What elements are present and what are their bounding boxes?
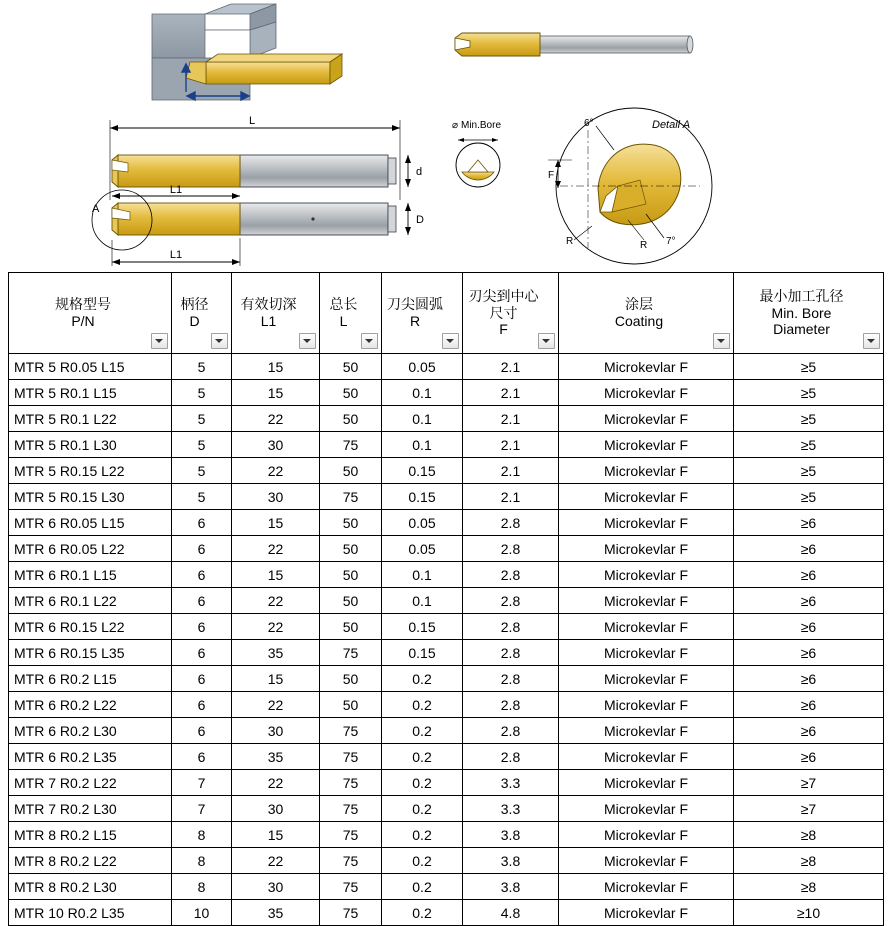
cell-part-number: MTR 5 R0.1 L30 xyxy=(9,432,172,458)
header-line-en2: Diameter xyxy=(773,321,830,338)
cell-value: 0.1 xyxy=(382,562,463,588)
header-line-cn: 规格型号 xyxy=(55,296,111,313)
cell-value: ≥5 xyxy=(734,484,884,510)
cell-value: Microkevlar F xyxy=(559,848,734,874)
cell-part-number: MTR 8 R0.2 L22 xyxy=(9,848,172,874)
cell-value: 50 xyxy=(320,614,382,640)
cell-value: 22 xyxy=(232,588,320,614)
cell-value: 50 xyxy=(320,692,382,718)
cell-value: 15 xyxy=(232,510,320,536)
cell-value: 2.8 xyxy=(463,718,559,744)
cell-value: Microkevlar F xyxy=(559,536,734,562)
cell-part-number: MTR 6 R0.2 L30 xyxy=(9,718,172,744)
cell-value: 2.8 xyxy=(463,744,559,770)
cell-value: 0.2 xyxy=(382,744,463,770)
cell-value: 2.1 xyxy=(463,432,559,458)
column-header-coating[interactable] xyxy=(559,273,734,354)
header-line-en: R xyxy=(409,313,421,329)
cell-value: ≥10 xyxy=(734,900,884,926)
cell-value: Microkevlar F xyxy=(559,666,734,692)
cell-part-number: MTR 6 R0.05 L15 xyxy=(9,510,172,536)
cell-value: 2.8 xyxy=(463,614,559,640)
cell-value: 0.2 xyxy=(382,822,463,848)
cell-value: 6 xyxy=(172,614,232,640)
cell-value: 0.15 xyxy=(382,458,463,484)
cell-value: 6 xyxy=(172,588,232,614)
cell-value: ≥6 xyxy=(734,718,884,744)
table-row xyxy=(9,562,884,588)
table-row xyxy=(9,458,884,484)
header-line-cn: 涂层 xyxy=(625,296,653,313)
filter-dropdown-icon-tip-to-center[interactable] xyxy=(538,333,555,349)
cell-value: 2.1 xyxy=(463,406,559,432)
filter-dropdown-icon-corner-radius[interactable] xyxy=(442,333,459,349)
cell-value: 0.2 xyxy=(382,718,463,744)
cell-value: Microkevlar F xyxy=(559,744,734,770)
cell-value: ≥6 xyxy=(734,588,884,614)
header-line-cn2: 尺寸 xyxy=(489,304,518,321)
cell-value: Microkevlar F xyxy=(559,458,734,484)
cell-part-number: MTR 5 R0.1 L22 xyxy=(9,406,172,432)
table-row xyxy=(9,536,884,562)
header-line-cn: 刃尖到中心 xyxy=(468,288,539,305)
cell-value: 6 xyxy=(172,718,232,744)
cell-value: 6 xyxy=(172,744,232,770)
cell-value: ≥6 xyxy=(734,510,884,536)
cell-value: 22 xyxy=(232,692,320,718)
cell-value: 6 xyxy=(172,666,232,692)
cell-value: 22 xyxy=(232,458,320,484)
cell-value: Microkevlar F xyxy=(559,718,734,744)
cell-part-number: MTR 7 R0.2 L22 xyxy=(9,770,172,796)
cell-value: 35 xyxy=(232,640,320,666)
cell-value: 3.8 xyxy=(463,822,559,848)
detail-a-label: Detail A xyxy=(652,119,691,131)
cell-value: 5 xyxy=(172,484,232,510)
cell-value: 2.8 xyxy=(463,536,559,562)
table-row xyxy=(9,510,884,536)
cell-value: 50 xyxy=(320,354,382,380)
table-body xyxy=(9,354,884,926)
cell-value: 8 xyxy=(172,874,232,900)
dim-label-F: F xyxy=(548,170,555,181)
cell-value: 30 xyxy=(232,874,320,900)
cell-part-number: MTR 5 R0.15 L22 xyxy=(9,458,172,484)
cell-value: 3.3 xyxy=(463,770,559,796)
cell-part-number: MTR 6 R0.05 L22 xyxy=(9,536,172,562)
header-line-en: L1 xyxy=(260,313,277,329)
cell-part-number: MTR 6 R0.2 L22 xyxy=(9,692,172,718)
table-row xyxy=(9,614,884,640)
table-row xyxy=(9,484,884,510)
cell-value: 7 xyxy=(172,770,232,796)
cell-value: 50 xyxy=(320,666,382,692)
cell-part-number: MTR 5 R0.05 L15 xyxy=(9,354,172,380)
cell-value: Microkevlar F xyxy=(559,874,734,900)
header-line-en: Min. Bore xyxy=(771,304,832,321)
cell-value: 22 xyxy=(232,536,320,562)
dim-label-L: L xyxy=(248,115,256,127)
cell-value: 7 xyxy=(172,796,232,822)
cell-value: ≥6 xyxy=(734,614,884,640)
cell-value: Microkevlar F xyxy=(559,380,734,406)
table-row xyxy=(9,406,884,432)
column-header-min-bore-diameter[interactable] xyxy=(734,273,884,354)
cell-value: 4.8 xyxy=(463,900,559,926)
min-bore-symbol: ⌀ xyxy=(452,120,459,131)
cell-value: 6 xyxy=(172,536,232,562)
header-line-en: F xyxy=(499,321,508,338)
cell-value: 30 xyxy=(232,484,320,510)
tool-side-view-upper xyxy=(110,115,422,200)
cell-value: 15 xyxy=(232,562,320,588)
cell-value: 30 xyxy=(232,432,320,458)
cell-value: 5 xyxy=(172,432,232,458)
cell-value: 2.8 xyxy=(463,562,559,588)
cell-value: 50 xyxy=(320,588,382,614)
cell-value: 75 xyxy=(320,484,382,510)
cell-value: 2.8 xyxy=(463,666,559,692)
cell-value: 15 xyxy=(232,822,320,848)
cell-value: 50 xyxy=(320,458,382,484)
cell-value: 5 xyxy=(172,380,232,406)
cell-value: ≥7 xyxy=(734,796,884,822)
detail-marker-a: A xyxy=(92,203,100,215)
table-row xyxy=(9,822,884,848)
table-row xyxy=(9,770,884,796)
table-row xyxy=(9,796,884,822)
cell-part-number: MTR 6 R0.2 L15 xyxy=(9,666,172,692)
filter-dropdown-icon-coating[interactable] xyxy=(713,333,730,349)
table-row xyxy=(9,354,884,380)
table-row xyxy=(9,640,884,666)
cell-value: ≥8 xyxy=(734,822,884,848)
cell-value: Microkevlar F xyxy=(559,354,734,380)
table-row xyxy=(9,744,884,770)
angle-label-6: 6° xyxy=(584,118,594,129)
cell-value: 15 xyxy=(232,380,320,406)
column-header-cutting-depth[interactable] xyxy=(232,273,320,354)
column-header-tip-to-center[interactable] xyxy=(463,273,559,354)
cell-value: Microkevlar F xyxy=(559,614,734,640)
cell-value: 75 xyxy=(320,900,382,926)
cell-value: 3.3 xyxy=(463,796,559,822)
cell-value: 22 xyxy=(232,406,320,432)
diagram-svg xyxy=(0,0,891,272)
cell-value: 50 xyxy=(320,536,382,562)
cell-value: ≥5 xyxy=(734,354,884,380)
cell-part-number: MTR 6 R0.15 L22 xyxy=(9,614,172,640)
table-row xyxy=(9,588,884,614)
cell-value: 0.2 xyxy=(382,874,463,900)
cell-part-number: MTR 10 R0.2 L35 xyxy=(9,900,172,926)
cell-part-number: MTR 6 R0.15 L35 xyxy=(9,640,172,666)
header-line-en: D xyxy=(189,313,200,329)
cell-value: 0.2 xyxy=(382,796,463,822)
dim-label-R-left: R xyxy=(566,236,574,247)
cell-value: 10 xyxy=(172,900,232,926)
cell-value: ≥5 xyxy=(734,458,884,484)
cell-value: 0.05 xyxy=(382,510,463,536)
tool-3d-view xyxy=(455,28,693,60)
cell-value: 5 xyxy=(172,406,232,432)
cell-value: ≥6 xyxy=(734,536,884,562)
cell-value: 2.8 xyxy=(463,640,559,666)
cell-value: 75 xyxy=(320,640,382,666)
table-row xyxy=(9,900,884,926)
table-row xyxy=(9,432,884,458)
table-row xyxy=(9,666,884,692)
cell-value: 50 xyxy=(320,562,382,588)
column-header-total-length[interactable] xyxy=(320,273,382,354)
cell-value: 75 xyxy=(320,848,382,874)
dim-label-L1-upper: L1 xyxy=(169,184,183,196)
dim-label-L1-lower: L1 xyxy=(169,249,183,261)
cell-value: 22 xyxy=(232,770,320,796)
cell-value: Microkevlar F xyxy=(559,900,734,926)
cell-value: ≥6 xyxy=(734,692,884,718)
cell-value: 75 xyxy=(320,770,382,796)
filter-dropdown-icon-pn[interactable] xyxy=(151,333,168,349)
column-header-shank-diameter[interactable] xyxy=(172,273,232,354)
cell-value: 35 xyxy=(232,744,320,770)
tool-side-view-lower xyxy=(92,184,424,266)
cell-value: Microkevlar F xyxy=(559,406,734,432)
cell-part-number: MTR 8 R0.2 L15 xyxy=(9,822,172,848)
cell-value: ≥6 xyxy=(734,744,884,770)
cell-part-number: MTR 5 R0.1 L15 xyxy=(9,380,172,406)
cell-value: 0.1 xyxy=(382,380,463,406)
specification-table-container xyxy=(8,272,883,926)
header-line-en: Coating xyxy=(614,313,664,329)
cell-value: ≥8 xyxy=(734,874,884,900)
header-line-cn: 最小加工孔径 xyxy=(759,288,844,305)
cell-value: Microkevlar F xyxy=(559,770,734,796)
cell-value: 5 xyxy=(172,354,232,380)
cell-value: ≥6 xyxy=(734,640,884,666)
cell-value: 75 xyxy=(320,796,382,822)
dim-label-D: D xyxy=(416,214,424,226)
cell-value: Microkevlar F xyxy=(559,822,734,848)
filter-dropdown-icon-total-length[interactable] xyxy=(361,333,378,349)
table-row xyxy=(9,380,884,406)
cell-value: ≥5 xyxy=(734,432,884,458)
cell-part-number: MTR 5 R0.15 L30 xyxy=(9,484,172,510)
min-bore-label: Min.Bore xyxy=(461,120,502,131)
cell-value: 2.1 xyxy=(463,380,559,406)
cell-value: 30 xyxy=(232,718,320,744)
cell-value: 50 xyxy=(320,510,382,536)
min-bore-view xyxy=(452,120,501,187)
cell-value: ≥8 xyxy=(734,848,884,874)
cell-value: Microkevlar F xyxy=(559,588,734,614)
cell-value: 15 xyxy=(232,354,320,380)
angle-label-7: 7° xyxy=(666,236,676,247)
cell-value: 50 xyxy=(320,380,382,406)
cell-value: 75 xyxy=(320,432,382,458)
cell-value: ≥6 xyxy=(734,562,884,588)
cell-value: 0.15 xyxy=(382,484,463,510)
filter-dropdown-icon-cutting-depth[interactable] xyxy=(299,333,316,349)
cell-value: 22 xyxy=(232,848,320,874)
cell-value: 2.8 xyxy=(463,692,559,718)
cell-part-number: MTR 6 R0.2 L35 xyxy=(9,744,172,770)
cell-value: 0.2 xyxy=(382,900,463,926)
cell-value: Microkevlar F xyxy=(559,432,734,458)
cell-value: 0.2 xyxy=(382,666,463,692)
header-line-en: P/N xyxy=(71,313,95,329)
cell-value: ≥7 xyxy=(734,770,884,796)
cell-value: 3.8 xyxy=(463,848,559,874)
cell-value: 6 xyxy=(172,640,232,666)
table-row xyxy=(9,718,884,744)
column-header-corner-radius[interactable] xyxy=(382,273,463,354)
filter-dropdown-icon-min-bore-diameter[interactable] xyxy=(863,333,880,349)
cell-value: ≥6 xyxy=(734,666,884,692)
cell-value: 2.1 xyxy=(463,458,559,484)
cell-value: Microkevlar F xyxy=(559,562,734,588)
table-header-row xyxy=(9,273,884,354)
header-line-cn: 刀尖圆弧 xyxy=(387,296,443,313)
cell-value: 8 xyxy=(172,822,232,848)
specification-table xyxy=(8,272,884,926)
header-line-cn: 有效切深 xyxy=(240,296,297,313)
cell-value: ≥5 xyxy=(734,406,884,432)
cell-value: 75 xyxy=(320,822,382,848)
cell-value: 8 xyxy=(172,848,232,874)
cell-value: 75 xyxy=(320,718,382,744)
cell-value: 0.05 xyxy=(382,354,463,380)
header-line-cn: 柄径 xyxy=(180,296,209,313)
cell-value: 2.1 xyxy=(463,354,559,380)
table-row xyxy=(9,874,884,900)
cell-value: Microkevlar F xyxy=(559,796,734,822)
cell-value: 6 xyxy=(172,510,232,536)
cell-value: 6 xyxy=(172,692,232,718)
cell-value: Microkevlar F xyxy=(559,640,734,666)
cell-value: ≥5 xyxy=(734,380,884,406)
cell-value: 22 xyxy=(232,614,320,640)
dim-label-R-right: R xyxy=(640,240,648,251)
cell-value: 6 xyxy=(172,562,232,588)
cell-value: 35 xyxy=(232,900,320,926)
column-header-pn[interactable] xyxy=(9,273,172,354)
header-line-cn: 总长 xyxy=(329,296,358,313)
detail-a-view xyxy=(548,108,712,264)
cell-value: Microkevlar F xyxy=(559,692,734,718)
cell-value: 0.2 xyxy=(382,692,463,718)
cell-part-number: MTR 8 R0.2 L30 xyxy=(9,874,172,900)
cell-part-number: MTR 6 R0.1 L15 xyxy=(9,562,172,588)
cell-value: 15 xyxy=(232,666,320,692)
workpiece-illustration xyxy=(152,2,342,106)
cell-value: Microkevlar F xyxy=(559,484,734,510)
cell-part-number: MTR 6 R0.1 L22 xyxy=(9,588,172,614)
cell-value: 75 xyxy=(320,874,382,900)
cell-part-number: MTR 7 R0.2 L30 xyxy=(9,796,172,822)
filter-dropdown-icon-shank-diameter[interactable] xyxy=(211,333,228,349)
cell-value: 75 xyxy=(320,744,382,770)
cell-value: 30 xyxy=(232,796,320,822)
cell-value: 5 xyxy=(172,458,232,484)
cell-value: 2.8 xyxy=(463,588,559,614)
cell-value: 0.2 xyxy=(382,770,463,796)
product-diagram xyxy=(0,0,891,272)
dim-label-d: d xyxy=(416,166,423,178)
cell-value: Microkevlar F xyxy=(559,510,734,536)
cell-value: 0.05 xyxy=(382,536,463,562)
cell-value: 0.1 xyxy=(382,432,463,458)
cell-value: 0.15 xyxy=(382,614,463,640)
table-row xyxy=(9,848,884,874)
cell-value: 2.8 xyxy=(463,510,559,536)
cell-value: 50 xyxy=(320,406,382,432)
cell-value: 0.1 xyxy=(382,406,463,432)
cell-value: 2.1 xyxy=(463,484,559,510)
cell-value: 0.2 xyxy=(382,848,463,874)
table-row xyxy=(9,692,884,718)
cell-value: 0.15 xyxy=(382,640,463,666)
cell-value: 0.1 xyxy=(382,588,463,614)
cell-value: 3.8 xyxy=(463,874,559,900)
header-line-en: L xyxy=(339,313,348,329)
